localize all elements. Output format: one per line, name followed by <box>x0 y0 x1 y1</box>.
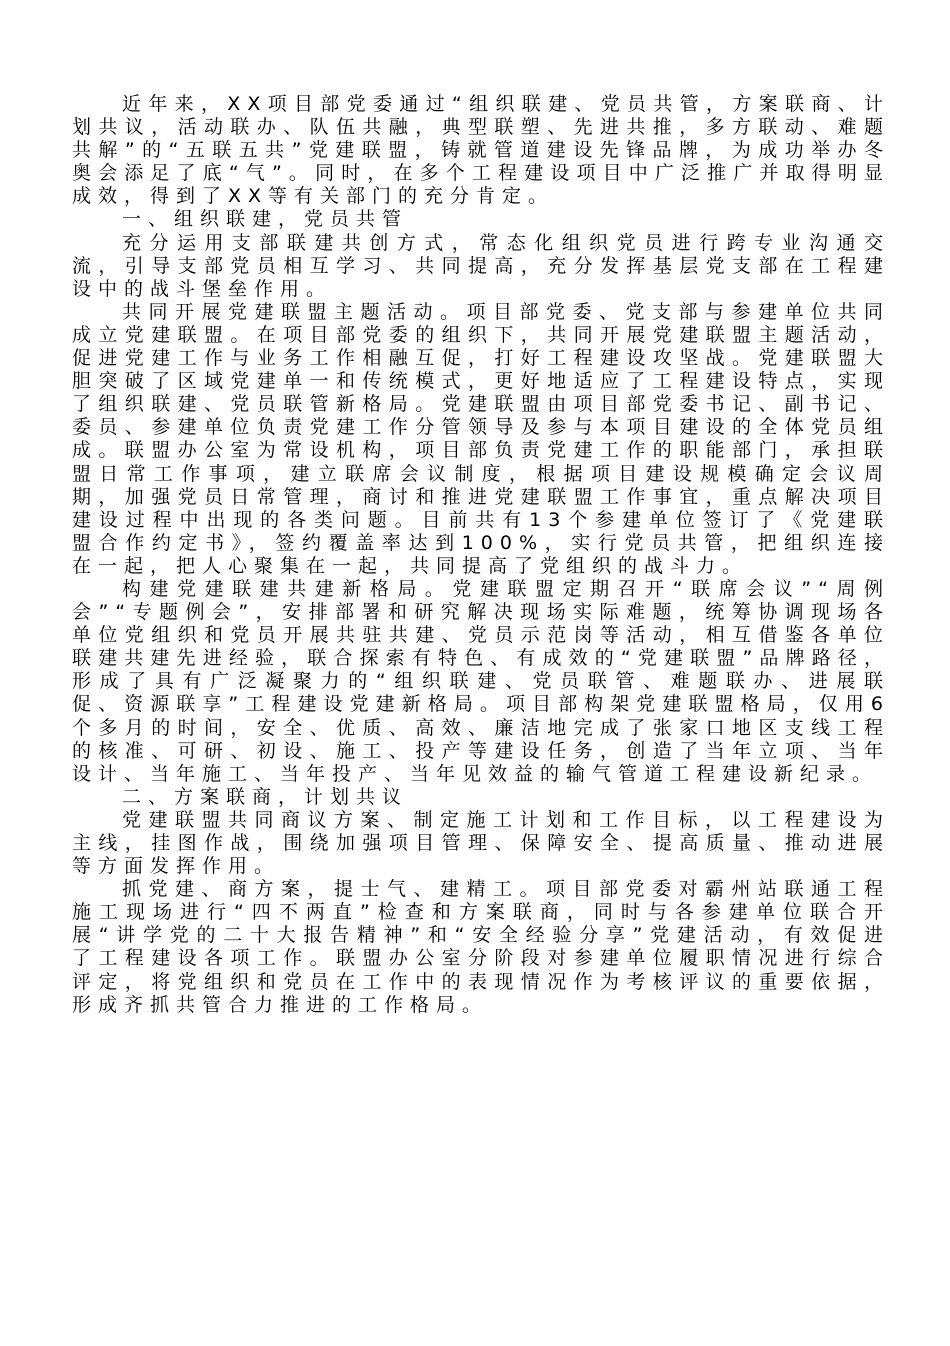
section-1-paragraph-3: 构建党建联建共建新格局。党建联盟定期召开“联席会议”“周例会”“专题例会”，安排部署和研究解决现场实际难题，统筹协调现场各单位党组织和党员开展共驻共建、党员示范岗等活动，相互借鉴各单位联建共建先进经验，联合探索有特色、有成效的“党建联盟”品牌路径，形成了具有广泛凝聚力的“组织联建、党员联管、难题联办、进展联促、资源联享”工程建设党建新格局。项目部构架党建联盟格局，仅用6个多月的时间，安全、优质、高效、廉洁地完成了张家口地区支线工程的核准、可研、初设、施工、投产等建设任务，创造了当年立项、当年设计、当年施工、当年投产、当年见效益的输气管道工程建设新纪录。 <box>72 577 890 785</box>
section-1-paragraph-1: 充分运用支部联建共创方式，常态化组织党员进行跨专业沟通交流，引导支部党员相互学习、共同提高，充分发挥基层党支部在工程建设中的战斗堡垒作用。 <box>72 231 890 300</box>
section-2-paragraph-2: 抓党建、商方案，提士气、建精工。项目部党委对霸州站联通工程施工现场进行“四不两直”检查和方案联商，同时与各参建单位联合开展“讲学党的二十大报告精神”和“安全经验分享”党建活动，有效促进了工程建设各项工作。联盟办公室分阶段对参建单位履职情况进行综合评定，将党组织和党员在工作中的表现情况作为考核评议的重要依据，形成齐抓共管合力推进的工作格局。 <box>72 878 890 1016</box>
section-heading-2: 二、方案联商，计划共议 <box>122 785 409 808</box>
section-heading-1: 一、组织联建，党员共管 <box>122 208 409 231</box>
intro-paragraph: 近年来，XX项目部党委通过“组织联建、党员共管，方案联商、计划共议，活动联办、队伍共融，典型联塑、先进共推，多方联动、难题共解”的“五联五共”党建联盟，铸就管道建设先锋品牌，为成功举办冬奥会添足了底“气”。同时，在多个工程建设项目中广泛推广并取得明显成效，得到了XX等有关部门的充分肯定。 <box>72 93 890 208</box>
section-1-paragraph-2: 共同开展党建联盟主题活动。项目部党委、党支部与参建单位共同成立党建联盟。在项目部党委的组织下，共同开展党建联盟主题活动，促进党建工作与业务工作相融互促，打好工程建设攻坚战。党建联盟大胆突破了区域党建单一和传统模式，更好地适应了工程建设特点，实现了组织联建、党员联管新格局。党建联盟由项目部党委书记、副书记、委员、参建单位负责党建工作分管领导及参与本项目建设的全体党员组成。联盟办公室为常设机构，项目部负责党建工作的职能部门，承担联盟日常工作事项，建立联席会议制度，根据项目建设规模确定会议周期，加强党员日常管理，商讨和推进党建联盟工作事宜，重点解决项目建设过程中出现的各类问题。目前共有13个参建单位签订了《党建联盟合作约定书》，签约覆盖率达到100%，实行党员共管，把组织连接在一起，把人心聚集在一起，共同提高了党组织的战斗力。 <box>72 300 890 577</box>
document-body <box>72 93 890 1017</box>
section-2-paragraph-1: 党建联盟共同商议方案、制定施工计划和工作目标，以工程建设为主线，挂图作战，围绕加强项目管理、保障安全、提高质量、推动进展等方面发挥作用。 <box>72 808 890 878</box>
